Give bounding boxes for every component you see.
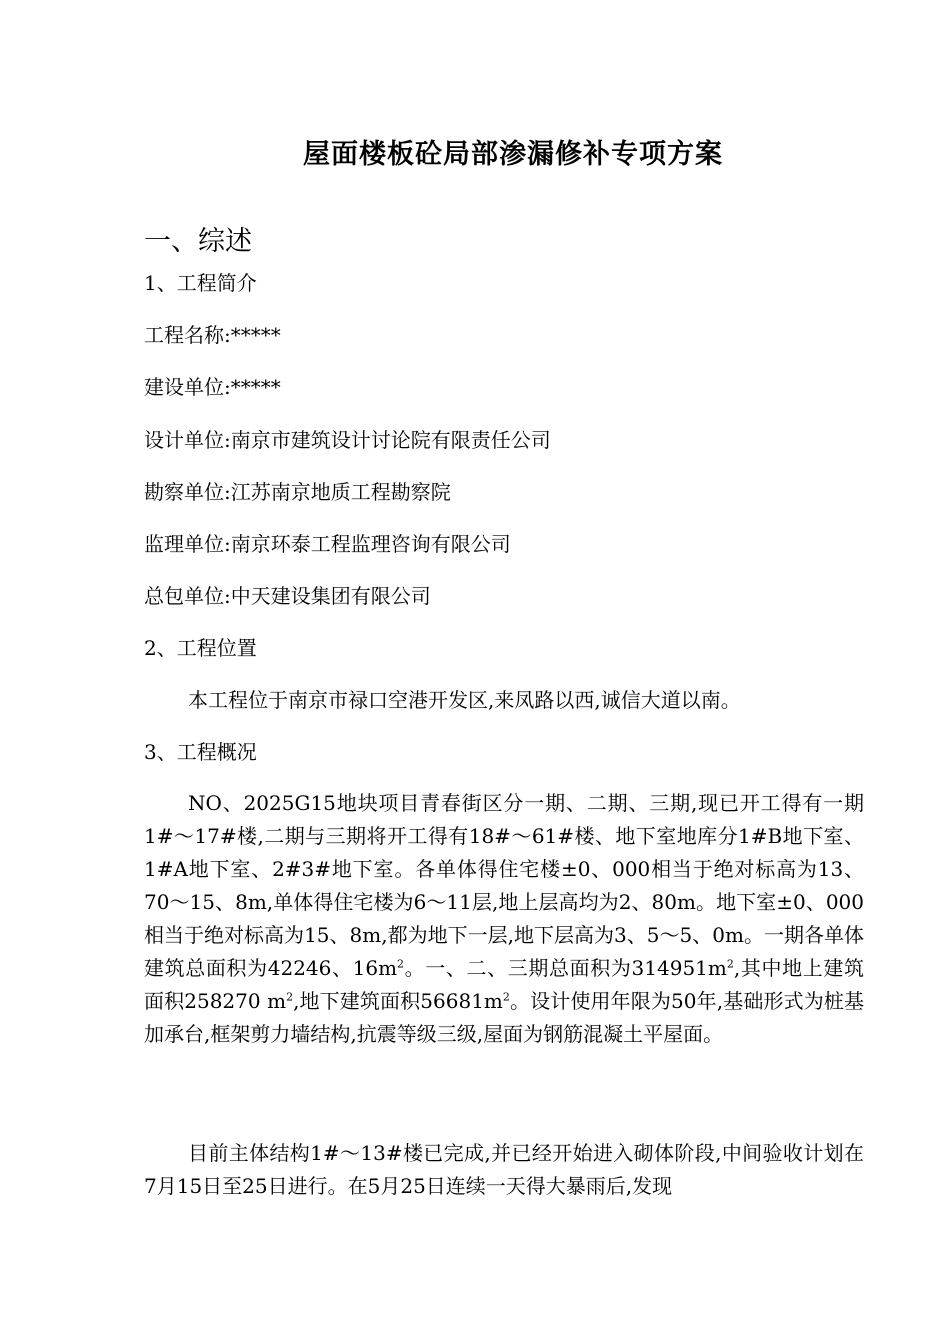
superscript: 2 <box>286 990 294 1004</box>
overview-paragraph-2: 目前主体结构1#～13#楼已完成,并已经开始进入砌体阶段,中间验收计划在7月15日至25日进行。在5月25日连续一天得大暴雨后,发现 <box>144 1141 864 1198</box>
overview-text-a: NO、2025G15地块项目青春街区分一期、二期、三期,现已开工得有一期1#～17#楼,二期与三期将开工得有18#～61#楼、地下室地库分1#B地下室、1#A地下室、2#3#地下室。各单体得住宅楼±0、000相当于绝对标高为13、70～15、8m,单体得住宅楼为6～11层,地上层高均为2、80m。地下室±0、000相当于绝对标高为15、8m,都为地下一层,地下层高为3、5～5、0m。一期各单体建筑总面积为42246、16m <box>144 791 864 980</box>
section-heading-overview: 一、综述 <box>144 226 252 257</box>
overview-text-b: 。一、二、三期总面积为314951m <box>404 956 727 980</box>
superscript: 2 <box>726 957 734 971</box>
supervisor-line: 监理单位:南京环泰工程监理咨询有限公司 <box>144 532 511 556</box>
overview-paragraph-1 <box>144 787 864 1051</box>
overview-text-d: ,地下建筑面积56681m <box>293 989 503 1013</box>
overview-text-e: 。设计使用年限为50年,基础形式为桩基加承台,框架剪力墙结构,抗震等级三级,屋面为钢筋混凝土平屋面。 <box>144 989 865 1046</box>
subsection-location: 2、工程位置 <box>144 636 257 660</box>
superscript: 2 <box>397 957 405 971</box>
location-text: 本工程位于南京市禄口空港开发区,来凤路以西,诚信大道以南。 <box>188 688 741 712</box>
designer-line: 设计单位:南京市建筑设计讨论院有限责任公司 <box>144 428 551 452</box>
superscript: 2 <box>502 990 510 1004</box>
subsection-overview: 3、工程概况 <box>144 740 257 764</box>
owner-line: 建设单位:***** <box>144 375 281 399</box>
project-name-line: 工程名称:***** <box>144 323 281 347</box>
surveyor-line: 勘察单位:江苏南京地质工程勘察院 <box>144 480 451 504</box>
contractor-line: 总包单位:中天建设集团有限公司 <box>144 584 431 608</box>
overview-text-c: ,其中地上建筑面积258270 m <box>144 956 864 1013</box>
document-title: 屋面楼板砼局部渗漏修补专项方案 <box>303 139 723 170</box>
subsection-project-intro: 1、工程简介 <box>144 271 257 295</box>
